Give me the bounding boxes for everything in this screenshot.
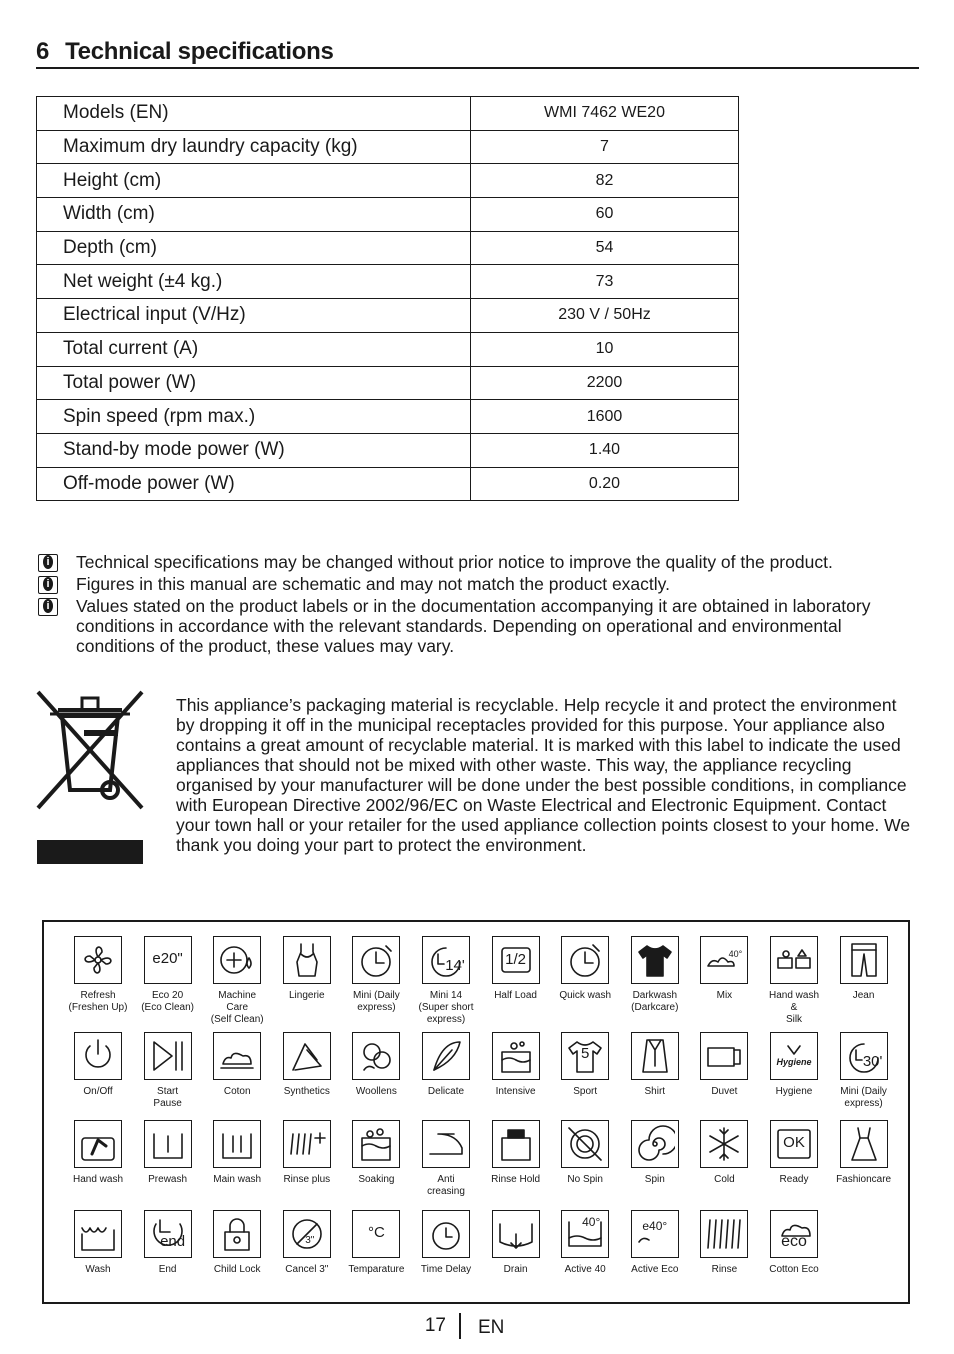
symbol-label: Soaking [358,1174,395,1185]
spec-row [37,265,739,299]
spec-label: Spin speed (rpm max.) [37,400,471,434]
symbol-glyph: 14' [445,957,465,974]
dress-icon [840,1120,888,1168]
note-item: i Figures in this manual are schematic and may not match the product exactly. [38,574,918,594]
stopwatch-icon [352,936,400,984]
section-number: 6 [36,38,50,65]
symbol-label: Mini (Daily express) [840,1086,887,1109]
symbol-label: Intensive [495,1086,536,1097]
symbol-label: Sport [573,1086,598,1097]
iron-icon [422,1120,470,1168]
stopwatch-30-icon [840,1032,888,1080]
synthetics-icon [283,1032,331,1080]
spec-row [37,433,739,467]
symbol-label: Ready [779,1174,809,1185]
mix-icon [700,936,748,984]
symbol-label: Delicate [427,1086,465,1097]
symbol-label: Wash [85,1264,111,1275]
wash-icon [74,1210,122,1258]
spec-row [37,97,739,131]
weee-crossed-bin-icon [36,690,144,868]
spec-label: Width (cm) [37,198,471,232]
spec-label: Height (cm) [37,164,471,198]
main-wash-icon [213,1120,261,1168]
symbol-glyph: °C [367,1224,385,1241]
spec-row [37,231,739,265]
symbol-label: Darkwash (Darkcare) [631,990,679,1013]
quick-wash-icon [561,936,609,984]
spec-label: Off-mode power (W) [37,467,471,501]
spec-row [37,164,739,198]
symbol-label: Hand wash & Silk [768,990,820,1025]
active40-icon [561,1210,609,1258]
symbol-label: Temparature [348,1264,405,1275]
symbol-glyph: 1/2 [505,951,527,968]
spec-row [37,400,739,434]
jean-icon [840,936,888,984]
cancel-icon [283,1210,331,1258]
symbol-label: Active Eco [631,1264,679,1275]
spec-row [37,366,739,400]
time-delay-icon [422,1210,470,1258]
page-title [36,38,334,66]
spec-label: Total power (W) [37,366,471,400]
symbol-glyph: end [160,1233,186,1250]
spec-label: Depth (cm) [37,231,471,265]
symbol-glyph: eco [781,1233,807,1250]
symbol-label: Rinse plus [283,1174,331,1185]
symbol-glyph: 40° [582,1215,601,1229]
symbol-label: No Spin [567,1174,603,1185]
spec-value: 60 [471,198,739,232]
spin-icon [631,1120,679,1168]
spec-label: Net weight (±4 kg.) [37,265,471,299]
shirt-icon [631,1032,679,1080]
symbols-panel [42,920,910,1304]
info-notes [38,552,918,658]
symbol-label: Spin [644,1174,665,1185]
symbol-cell [752,1210,836,1276]
symbol-glyph: 40° [728,949,743,959]
spec-row [37,299,739,333]
symbol-cell [822,936,906,1002]
machine-care-icon [213,936,261,984]
symbol-label: Woollens [355,1086,397,1097]
snowflake-icon [700,1120,748,1168]
spec-value: 1.40 [471,433,739,467]
symbol-label: Jean [852,990,875,1001]
spec-value: 10 [471,332,739,366]
symbol-cell [822,1120,906,1186]
spec-label: Models (EN) [37,97,471,131]
wool-icon [352,1032,400,1080]
spec-table [36,96,739,501]
spec-row [37,198,739,232]
hygiene-icon [770,1032,818,1080]
language-code: EN [478,1317,505,1338]
hand-wash-icon [74,1120,122,1168]
stopwatch-14-icon [422,936,470,984]
symbol-label: Active 40 [564,1264,606,1275]
symbol-glyph: e40° [642,1219,668,1233]
symbol-label: Rinse [711,1264,738,1275]
spec-label: Maximum dry laundry capacity (kg) [37,130,471,164]
symbol-glyph: OK [783,1134,805,1151]
power-icon [74,1032,122,1080]
prewash-icon [144,1120,192,1168]
symbol-glyph: 30' [862,1053,883,1070]
section-title: Technical specifications [65,38,334,65]
end-icon [144,1210,192,1258]
symbol-label: Child Lock [213,1264,261,1275]
symbol-label: Duvet [711,1086,738,1097]
symbol-label: Mini (Daily express) [353,990,400,1013]
spec-value: 7 [471,130,739,164]
feather-icon [422,1032,470,1080]
rinse-plus-icon [283,1120,331,1168]
spec-value: 1600 [471,400,739,434]
lingerie-icon [283,936,331,984]
page-footer [0,1313,954,1343]
ready-icon [770,1120,818,1168]
info-icon [38,576,58,594]
no-spin-icon [561,1120,609,1168]
symbol-glyph: 3" [305,1235,315,1246]
info-icon [38,598,58,616]
intensive-icon [492,1032,540,1080]
symbol-label: Machine Care (Self Clean) [210,990,264,1025]
sport-icon [561,1032,609,1080]
symbol-label: Fashioncare [836,1174,892,1185]
eco20-icon [144,936,192,984]
spec-value: WMI 7462 WE20 [471,97,739,131]
spec-label: Stand-by mode power (W) [37,433,471,467]
info-icon [38,554,58,572]
dark-shirt-icon [631,936,679,984]
symbol-label: Half Load [494,990,537,1001]
symbol-label: Coton [223,1086,251,1097]
symbol-label: Eco 20 (Eco Clean) [141,990,194,1013]
symbol-label: Cancel 3" [285,1264,329,1275]
symbol-label: Time Delay [420,1264,472,1275]
symbol-label: End [158,1264,177,1275]
temperature-icon [352,1210,400,1258]
spec-label: Total current (A) [37,332,471,366]
spec-value: 2200 [471,366,739,400]
symbol-label: Refresh (Freshen Up) [68,990,128,1013]
note-item: i Technical specifications may be changed without prior notice to improve the quality of the product. [38,552,918,572]
spec-value: 230 V / 50Hz [471,299,739,333]
spec-row [37,467,739,501]
symbol-label: Drain [503,1264,528,1275]
spec-label: Electrical input (V/Hz) [37,299,471,333]
symbol-label: Lingerie [289,990,325,1001]
child-lock-icon [213,1210,261,1258]
spec-value: 0.20 [471,467,739,501]
spec-value: 73 [471,265,739,299]
symbol-glyph: 5 [581,1045,590,1062]
symbol-label: Cold [714,1174,735,1185]
symbol-glyph: Hygiene [776,1057,812,1067]
recycling-paragraph: This appliance’s packaging material is recyclable. Help recycle it and protect the environment by dropping it off in the municipal receptacles provided for this purpose. Your appliance also contains a great amount of recyclable material. It is marked with this label to indicate the used appliances that should not be mixed with other waste. This way, the appliance recycling organised by your manufacturer will be done under the best possible conditions, in compliance with European Directive 2002/96/EC on Waste Electrical and Electronic Equipment. Contact your town hall or your retailer for the used appliance collection points closest to your home. We thank you doing your part to protect the environment. [176,695,911,855]
drain-icon [492,1210,540,1258]
symbol-label: Main wash [213,1174,262,1185]
spec-row [37,332,739,366]
half-load-icon [492,936,540,984]
symbol-label: Rinse Hold [491,1174,541,1185]
symbol-label: Anti creasing [427,1174,465,1197]
spec-value: 54 [471,231,739,265]
symbol-label: Mix [716,990,733,1001]
symbol-label: Synthetics [283,1086,330,1097]
symbol-label: Mini 14 (Super short express) [418,990,474,1025]
cotton-icon [213,1032,261,1080]
note-item: i Values stated on the product labels or in the documentation accompanying it are obtained in laboratory conditions in accordance with the relevant standards. Depending on operational and environmental conditions of the product, these values may vary. [38,596,918,656]
symbol-label: Prewash [148,1174,188,1185]
cotton-eco-icon [770,1210,818,1258]
symbol-glyph: e20" [152,950,183,967]
symbol-label: Hygiene [775,1086,813,1097]
symbol-label: Shirt [644,1086,666,1097]
symbol-label: Hand wash [72,1174,124,1185]
symbol-label: On/Off [83,1086,113,1097]
footer-divider [459,1313,461,1339]
rinse-icon [700,1210,748,1258]
duvet-icon [700,1032,748,1080]
title-divider [36,67,919,69]
spec-value: 82 [471,164,739,198]
fan-icon [74,936,122,984]
start-pause-icon [144,1032,192,1080]
spec-row [37,130,739,164]
symbol-label: Cotton Eco [769,1264,819,1275]
symbol-label: Start Pause [153,1086,182,1109]
hand-wash-silk-icon [770,936,818,984]
page-number: 17 [424,1315,446,1336]
rinse-hold-icon [492,1120,540,1168]
active-eco-icon [631,1210,679,1258]
symbol-label: Quick wash [559,990,612,1001]
soaking-icon [352,1120,400,1168]
symbol-cell [822,1032,906,1110]
